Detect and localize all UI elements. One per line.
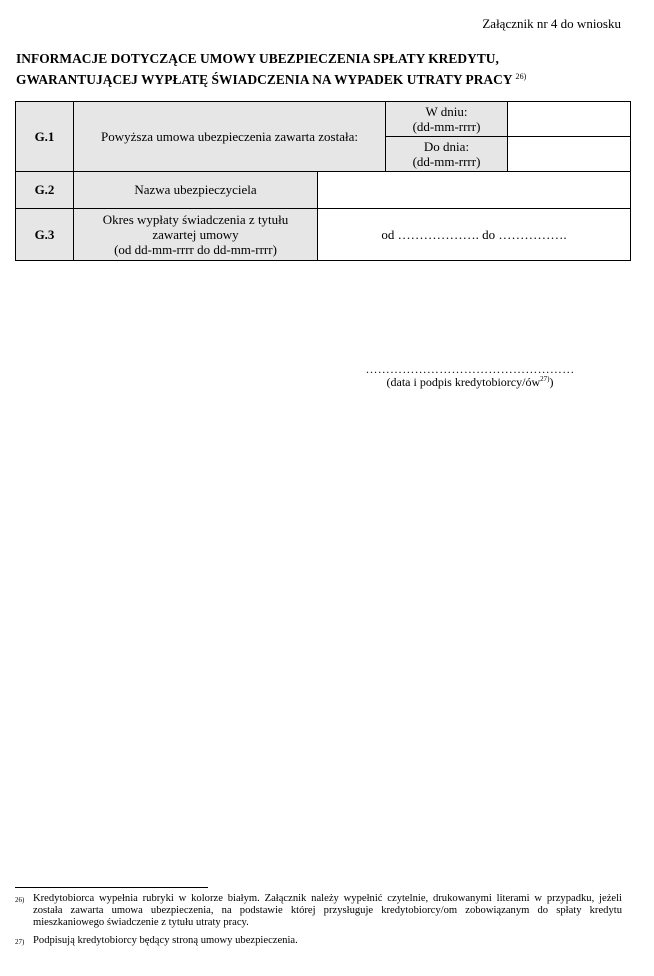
row-code-g1: G.1 xyxy=(16,102,74,172)
insurer-name-field[interactable] xyxy=(318,172,631,209)
form-title-line1: INFORMACJE DOTYCZĄCE UMOWY UBEZPIECZENIA SPŁATY KREDYTU, xyxy=(16,51,499,66)
title-footnote-ref: 26) xyxy=(515,72,527,81)
form-title xyxy=(16,50,636,89)
g1-to-date-field[interactable] xyxy=(508,137,631,172)
footnote-number: 27) xyxy=(15,938,25,946)
signature-footnote-ref: 27) xyxy=(540,375,550,383)
footnote-number: 26) xyxy=(15,896,25,904)
row-g1 xyxy=(16,102,631,137)
row-code-g3: G.3 xyxy=(16,209,74,261)
row-code-g2: G.2 xyxy=(16,172,74,209)
signature-line[interactable]: …………………………………………… xyxy=(365,362,575,376)
row-g2 xyxy=(16,172,631,209)
footnote-text: Kredytobiorca wypełnia rubryki w kolorze białym. Załącznik należy wypełnić czytelnie, drukowanymi literami w przypadku, jeżeli została zawarta umowa ubezpieczenia, na podstawie której przysługuje kredytobiorcy/om zobowiązanym do spłaty kredytu mieszkaniowego świadczenie z tytułu utraty pracy. xyxy=(33,893,622,928)
g1-from-label: W dniu: (dd-mm-rrrr) xyxy=(386,102,508,137)
signature-caption: (data i podpis kredytobiorcy/$ów^{27)}$) xyxy=(386,375,554,389)
footnote-27 xyxy=(15,935,622,948)
g1-to-label: Do dnia: (dd-mm-rrrr) xyxy=(386,137,508,172)
insurance-form-table xyxy=(15,101,631,261)
g1-label: Powyższa umowa ubezpieczenia zawarta została: xyxy=(74,102,386,172)
g1-from-date-field[interactable] xyxy=(508,102,631,137)
g2-label: Nazwa ubezpieczyciela xyxy=(74,172,318,209)
g3-label: Okres wypłaty świadczenia z tytułu zawartej umowy (od dd-mm-rrrr do dd-mm-rrrr) xyxy=(74,209,318,261)
form-title-line2: GWARANTUJĄCEJ WYPŁATĘ ŚWIADCZENIA NA WYPADEK UTRATY PRACY $^{26)}$ xyxy=(16,72,527,87)
footnote-text: Podpisują kredytobiorcy będący stroną umowy ubezpieczenia. xyxy=(33,935,298,946)
footnote-divider xyxy=(15,887,208,888)
footnote-26 xyxy=(15,893,622,929)
row-g3 xyxy=(16,209,631,261)
payout-period-field[interactable]: od ………………. do ……………. xyxy=(318,209,631,261)
annex-label: Załącznik nr 4 do wniosku xyxy=(482,16,621,31)
